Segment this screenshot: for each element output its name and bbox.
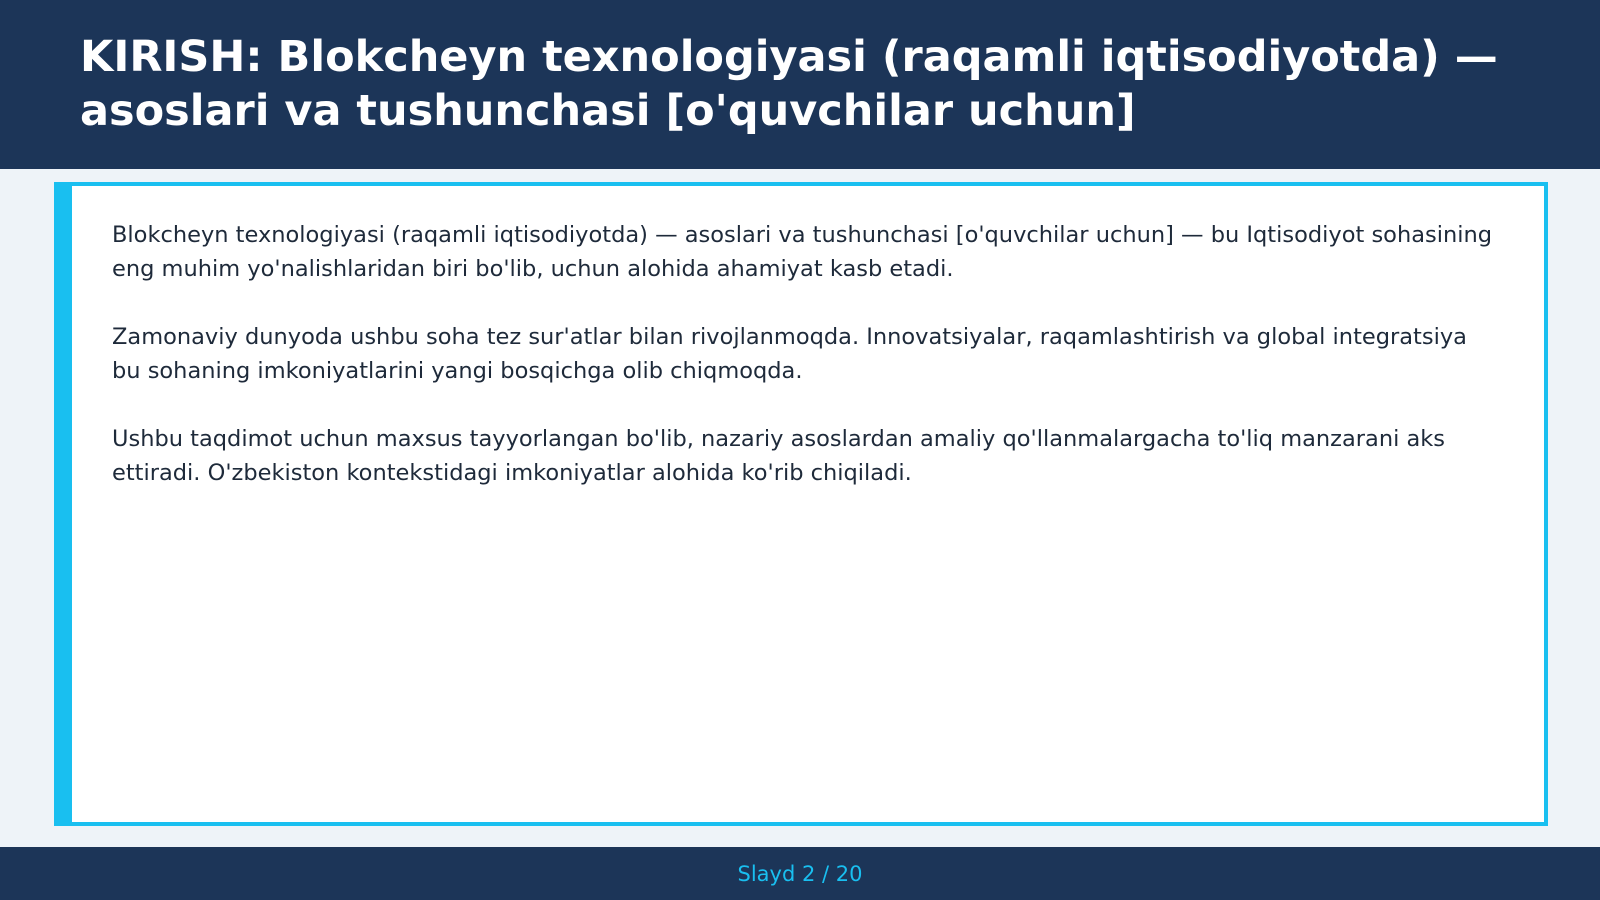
slide-footer	[0, 847, 1600, 900]
slide-title: KIRISH: Blokcheyn texnologiyasi (raqamli iqtisodiyotda) — asoslari va tushunchasi [o'quvchilar uchun]	[80, 32, 1498, 136]
content-panel	[54, 182, 1548, 826]
paragraph-intro: Blokcheyn texnologiyasi (raqamli iqtisodiyotda) — asoslari va tushunchasi [o'quvchilar uchun] — bu Iqtisodiyot sohasining eng muhim yo'nalishlaridan biri bo'lib, uchun alohida ahamiyat kasb etadi.	[112, 222, 1493, 282]
slide-header	[0, 0, 1600, 169]
paragraph-presentation-purpose: Ushbu taqdimot uchun maxsus tayyorlangan bo'lib, nazariy asoslardan amaliy qo'llanmalargacha to'liq manzarani aks ettiradi. O'zbekiston kontekstidagi imkoniyatlar alohida ko'rib chiqiladi.	[112, 426, 1446, 486]
slide-number: Slayd 2 / 20	[737, 861, 863, 886]
paragraph-modern-world: Zamonaviy dunyoda ushbu soha tez sur'atlar bilan rivojlanmoqda. Innovatsiyalar, raqamlashtirish va global integratsiya bu sohaning imkoniyatlarini yangi bosqichga olib chiqmoqda.	[112, 324, 1467, 384]
